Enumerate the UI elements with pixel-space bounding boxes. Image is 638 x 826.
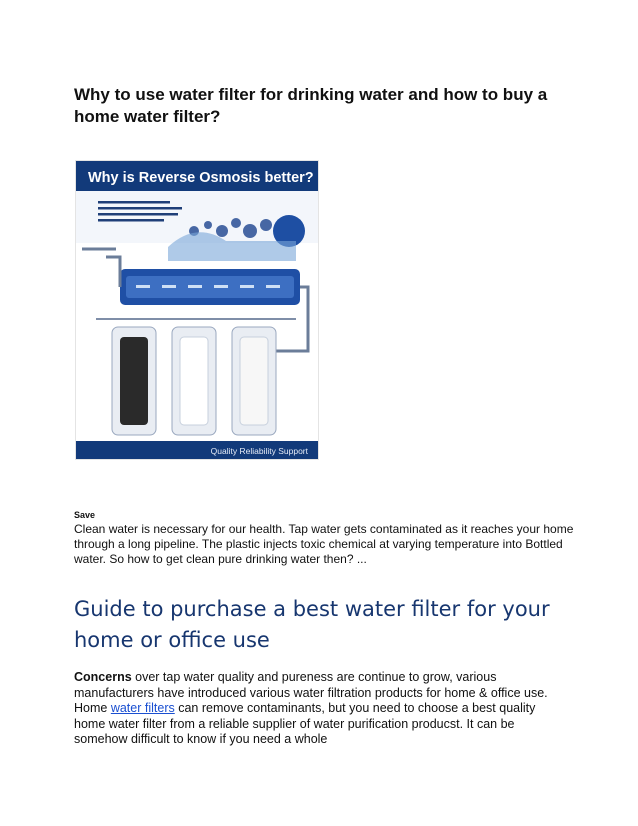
save-button[interactable]: Save xyxy=(74,510,96,520)
document-title: Why to use water filter for drinking water and how to buy a home water filter? xyxy=(74,85,548,126)
section-heading: Guide to purchase a best water filter for your home or office use xyxy=(74,597,550,652)
figure-heading: Why is Reverse Osmosis better? xyxy=(88,170,314,186)
reverse-osmosis-diagram xyxy=(76,161,318,459)
body-paragraph xyxy=(74,670,570,748)
intro-paragraph: Clean water is necessary for our health. Tap water gets contaminated as it reaches your home through a long pipeline. The plastic injects toxic chemical at varying temperature into Bottled water. So how to get clean pure drinking water then? ... xyxy=(74,522,574,566)
body-text-2: can remove contaminants, but you need to choose a best quality home water filter from a reliable supplier of water purification producst. It can be somehow difficult to know if you need a whole xyxy=(74,701,536,746)
body-lead: Concerns xyxy=(74,670,132,684)
reverse-osmosis-figure xyxy=(75,160,319,460)
body-text-1: over tap water quality and pureness are continue to grow, various manufacturers have introduced various water filtration products for home & office use. Home xyxy=(74,670,548,715)
figure-footer: Quality Reliability Support xyxy=(210,446,308,456)
water-filters-link[interactable]: water filters xyxy=(110,701,175,715)
